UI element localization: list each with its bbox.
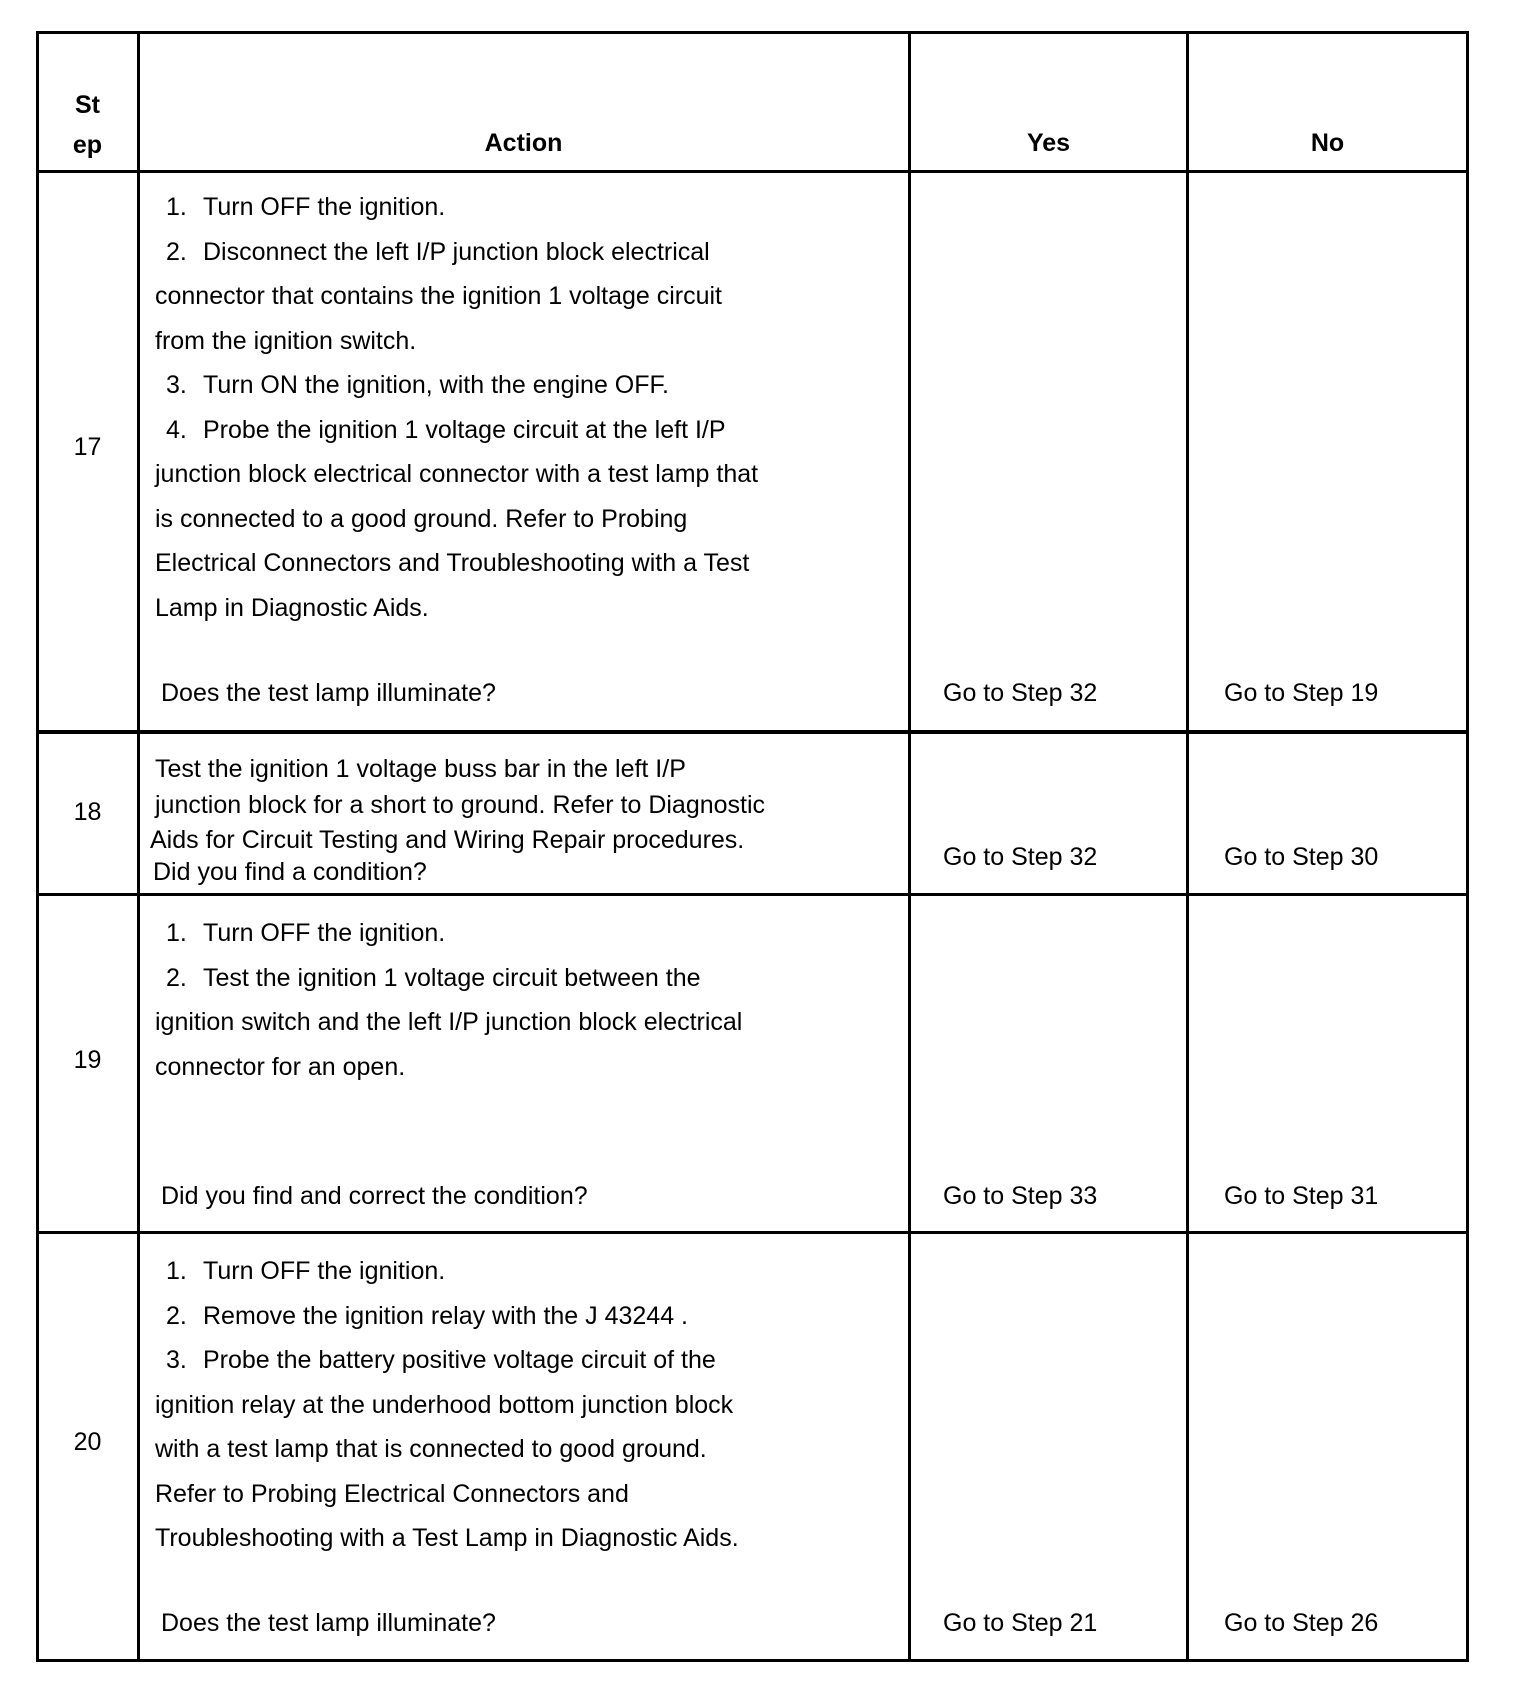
- header-step: [36, 85, 139, 165]
- header-no: No: [1310, 129, 1345, 157]
- table-border-left: [36, 31, 39, 1662]
- header-step-line2: ep: [72, 131, 103, 159]
- list-item: 1. Turn OFF the ignition.: [166, 1257, 446, 1285]
- row-divider: [36, 1231, 1469, 1234]
- yes-result-text: Go to Step 33: [943, 1182, 1098, 1210]
- yes-result-text: Go to Step 32: [943, 679, 1098, 707]
- no-result-text: Go to Step 26: [1224, 1609, 1379, 1637]
- action-cell: [150, 752, 790, 887]
- list-item-continued: Electrical Connectors and Troubleshooting with a Test: [155, 549, 750, 577]
- list-item-continued: ignition switch and the left I/P junction block electrical: [155, 1008, 743, 1036]
- column-divider: [1186, 31, 1189, 1662]
- list-item: 1. Turn OFF the ignition.: [166, 919, 446, 947]
- list-item: 2. Test the ignition 1 voltage circuit between the: [166, 963, 701, 992]
- list-item-continued: Lamp in Diagnostic Aids.: [155, 593, 429, 622]
- no-result-text: Go to Step 30: [1224, 843, 1379, 871]
- list-item: 2. Disconnect the left I/P junction block electrical: [166, 237, 710, 266]
- column-divider: [137, 31, 140, 1662]
- list-item: 3. Probe the battery positive voltage circuit of the: [166, 1346, 716, 1374]
- step-number: 17: [73, 433, 102, 461]
- list-item-continued: connector for an open.: [155, 1052, 406, 1081]
- action-cell: [155, 1249, 795, 1561]
- header-yes: Yes: [1026, 129, 1071, 157]
- row-divider: [36, 893, 1469, 896]
- text-line: junction block for a short to ground. Refer to Diagnostic: [155, 791, 766, 819]
- yes-result-text: Go to Step 21: [943, 1609, 1098, 1637]
- list-item-continued: Refer to Probing Electrical Connectors and: [155, 1479, 629, 1508]
- header-divider: [36, 170, 1469, 173]
- header-step-line1: St: [75, 91, 100, 119]
- question: Did you find a condition?: [153, 858, 427, 886]
- yes-result-text: Go to Step 32: [943, 843, 1098, 871]
- list-item: 2. Remove the ignition relay with the J 43244 .: [166, 1301, 688, 1330]
- text-line: Test the ignition 1 voltage buss bar in the left I/P: [155, 755, 686, 783]
- row-divider: [36, 730, 1469, 734]
- list-item: 1. Turn OFF the ignition.: [166, 193, 446, 221]
- question: Did you find and correct the condition?: [161, 1182, 588, 1210]
- list-item: 4. Probe the ignition 1 voltage circuit at the left I/P: [166, 415, 726, 444]
- no-result-text: Go to Step 19: [1224, 679, 1379, 707]
- list-item-continued: ignition relay at the underhood bottom junction block: [155, 1390, 734, 1419]
- question: Does the test lamp illuminate?: [161, 679, 496, 707]
- list-item-continued: is connected to a good ground. Refer to Probing: [155, 504, 688, 533]
- header-action: Action: [484, 129, 563, 157]
- question: Does the test lamp illuminate?: [161, 1609, 496, 1637]
- list-item: 3. Turn ON the ignition, with the engine OFF.: [166, 371, 669, 399]
- list-item-continued: from the ignition switch.: [155, 326, 417, 355]
- table-border-bottom: [36, 1659, 1469, 1662]
- table-border-right: [1466, 31, 1469, 1662]
- list-item-continued: Troubleshooting with a Test Lamp in Diagnostic Aids.: [155, 1524, 739, 1552]
- text-line: Aids for Circuit Testing and Wiring Repair procedures.: [150, 826, 745, 854]
- action-cell: [155, 911, 795, 1089]
- step-number: 20: [73, 1428, 102, 1456]
- step-number: 19: [73, 1046, 102, 1074]
- list-item-continued: with a test lamp that is connected to good ground.: [155, 1435, 707, 1463]
- no-result-text: Go to Step 31: [1224, 1182, 1379, 1210]
- diagnostic-table: [36, 31, 1469, 1662]
- column-divider: [908, 31, 911, 1662]
- list-item-continued: junction block electrical connector with a test lamp that: [155, 460, 759, 488]
- action-cell: [155, 185, 795, 630]
- list-item-continued: connector that contains the ignition 1 voltage circuit: [155, 282, 723, 310]
- table-border-top: [36, 31, 1469, 34]
- step-number: 18: [73, 798, 102, 826]
